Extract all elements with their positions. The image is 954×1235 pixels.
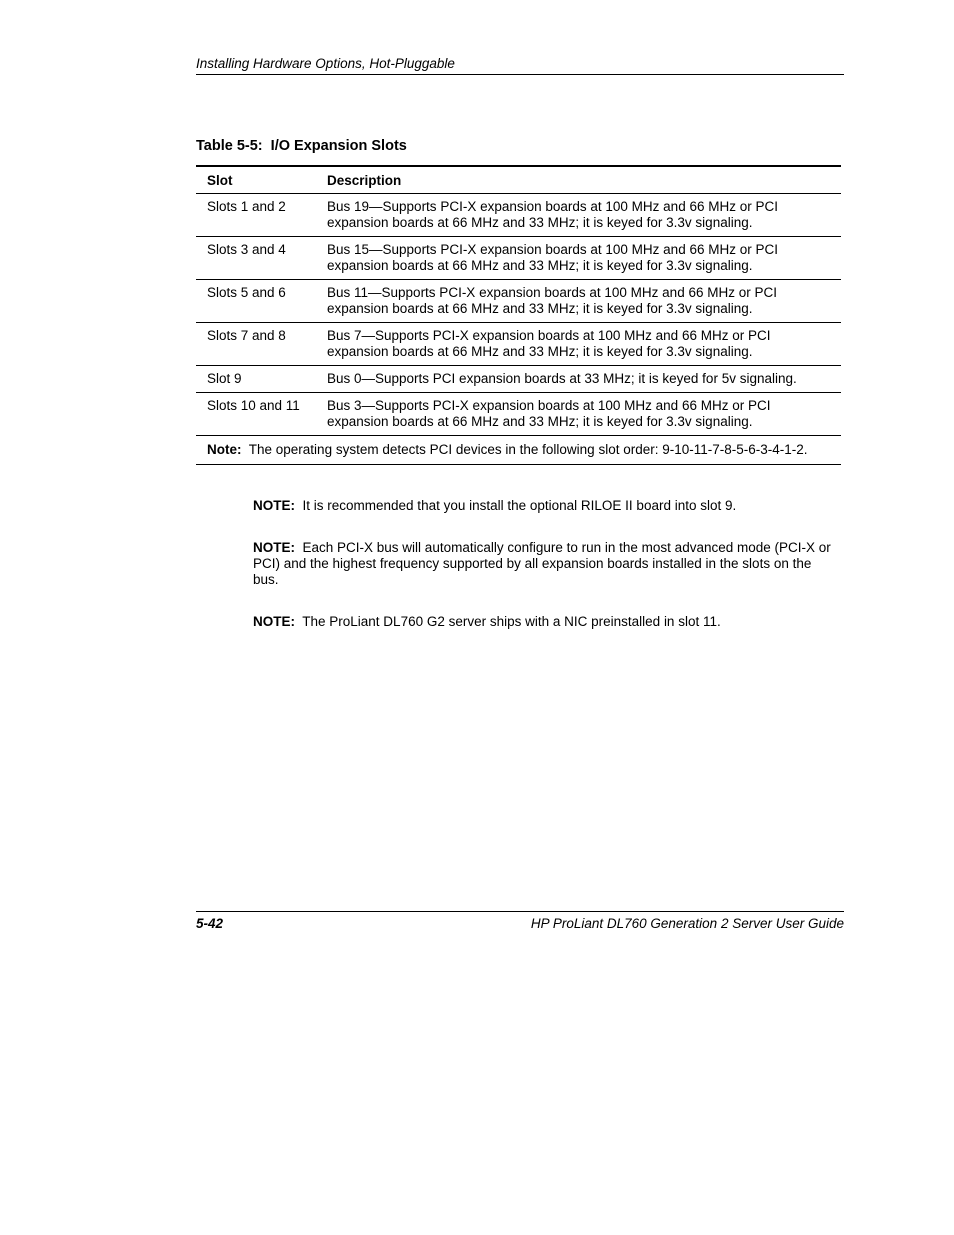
- page-number: 5-42: [196, 916, 224, 931]
- table-row: [196, 366, 841, 393]
- table-row: [196, 323, 841, 366]
- description-cell: Bus 11—Supports PCI-X expansion boards at 100 MHz and 66 MHz or PCI expansion boards at 66 MHz and 33 MHz; it is keyed for 3.3v signaling.: [316, 280, 841, 323]
- description-cell: Bus 7—Supports PCI-X expansion boards at 100 MHz and 66 MHz or PCI expansion boards at 66 MHz and 33 MHz; it is keyed for 3.3v signaling.: [316, 323, 841, 366]
- note-nic: [253, 614, 833, 630]
- running-header-title: Installing Hardware Options, Hot-Pluggable: [196, 56, 455, 71]
- slot-cell: Slot 9: [196, 366, 316, 393]
- note-label: NOTE:: [253, 540, 295, 555]
- description-cell: Bus 15—Supports PCI-X expansion boards at 100 MHz and 66 MHz or PCI expansion boards at 66 MHz and 33 MHz; it is keyed for 3.3v signaling.: [316, 237, 841, 280]
- column-header-slot: Slot: [196, 166, 316, 194]
- table-note-cell: [196, 436, 841, 465]
- description-cell: Bus 0—Supports PCI expansion boards at 33 MHz; it is keyed for 5v signaling.: [316, 366, 841, 393]
- running-header: [196, 56, 844, 75]
- description-cell: Bus 19—Supports PCI-X expansion boards at 100 MHz and 66 MHz or PCI expansion boards at 66 MHz and 33 MHz; it is keyed for 3.3v signaling.: [316, 194, 841, 237]
- column-header-description: Description: [316, 166, 841, 194]
- table-row: [196, 194, 841, 237]
- slot-cell: Slots 10 and 11: [196, 393, 316, 436]
- note-label: NOTE:: [253, 498, 295, 513]
- slot-cell: Slots 3 and 4: [196, 237, 316, 280]
- slot-cell: Slots 1 and 2: [196, 194, 316, 237]
- io-expansion-slots-table: [196, 165, 841, 465]
- running-footer: [196, 911, 844, 931]
- table-header-row: [196, 166, 841, 194]
- description-cell: Bus 3—Supports PCI-X expansion boards at 100 MHz and 66 MHz or PCI expansion boards at 66 MHz and 33 MHz; it is keyed for 3.3v signaling.: [316, 393, 841, 436]
- note-text: It is recommended that you install the optional RILOE II board into slot 9.: [302, 498, 737, 513]
- table-caption: Table 5-5: I/O Expansion Slots: [196, 138, 407, 154]
- table-note-text: The operating system detects PCI devices in the following slot order: 9-10-11-7-8-5-6-3-4-1-2.: [248, 442, 808, 457]
- table-row: [196, 237, 841, 280]
- guide-title: HP ProLiant DL760 Generation 2 Server User Guide: [530, 916, 844, 931]
- note-pcix-bus: [253, 540, 833, 588]
- note-label: NOTE:: [253, 614, 295, 629]
- table-row: [196, 280, 841, 323]
- table-row: [196, 393, 841, 436]
- note-text: Each PCI-X bus will automatically configure to run in the most advanced mode (PCI-X or PCI) and the highest frequency supported by all expansion boards installed in the slots on the bus.: [253, 540, 831, 587]
- table-note-label: Note:: [207, 442, 242, 457]
- slot-cell: Slots 5 and 6: [196, 280, 316, 323]
- table-note-row: [196, 436, 841, 465]
- note-riloe: [253, 498, 833, 514]
- note-text: The ProLiant DL760 G2 server ships with a NIC preinstalled in slot 11.: [302, 614, 721, 629]
- slot-cell: Slots 7 and 8: [196, 323, 316, 366]
